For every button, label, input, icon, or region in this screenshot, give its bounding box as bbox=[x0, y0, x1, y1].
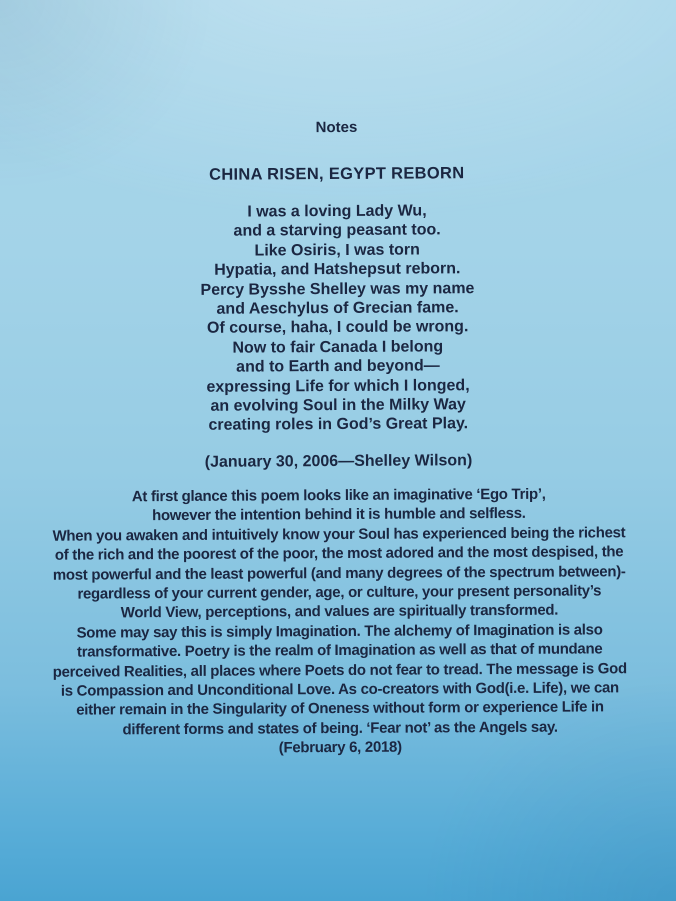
commentary-line: regardless of your current gender, age, or culture, your present personality’s bbox=[77, 582, 602, 603]
poem-line: I was a loving Lady Wu, bbox=[247, 202, 427, 221]
commentary-line: of the rich and the poorest of the poor, the most adored and the most despised, the bbox=[54, 543, 624, 564]
document-title: CHINA RISEN, EGYPT REBORN bbox=[209, 164, 465, 184]
commentary-line: Some may say this is simply Imagination. The alchemy of Imagination is also bbox=[76, 621, 603, 642]
poem-line: an evolving Soul in the Milky Way bbox=[210, 396, 466, 415]
poem-attribution: (January 30, 2006—Shelley Wilson) bbox=[204, 452, 473, 471]
commentary-line: transformative. Poetry is the realm of Imagination as well as that of mundane bbox=[76, 640, 603, 661]
poem-line: and to Earth and beyond— bbox=[236, 357, 440, 376]
poem-line: expressing Life for which I longed, bbox=[206, 376, 470, 396]
commentary bbox=[1, 484, 676, 760]
poem-line: Now to fair Canada I belong bbox=[232, 338, 444, 357]
commentary-line: When you awaken and intuitively know your Soul has experienced being the richest bbox=[52, 523, 626, 545]
commentary-line: perceived Realities, all places where Poets do not fear to tread. The message is God bbox=[52, 659, 627, 681]
poem-line: and a starving peasant too. bbox=[233, 221, 441, 241]
poem-line: Of course, haha, I could be wrong. bbox=[206, 318, 469, 338]
poem-line: and Aeschylus of Grecian fame. bbox=[216, 299, 459, 318]
poem-line: Like Osiris, I was torn bbox=[254, 241, 420, 260]
commentary-line: most powerful and the least powerful (and many degrees of the spectrum between)- bbox=[52, 562, 626, 584]
commentary-line: World View, perceptions, and values are spiritually transformed. bbox=[120, 601, 559, 622]
commentary-line: either remain in the Singularity of Oneness without form or experience Life in bbox=[76, 698, 604, 719]
commentary-date: (February 6, 2018) bbox=[278, 738, 402, 757]
commentary-line: At first glance this poem looks like an imaginative ‘Ego Trip’, bbox=[131, 485, 546, 506]
commentary-line: however the intention behind it is humble and selfless. bbox=[152, 505, 526, 525]
poem bbox=[0, 200, 676, 437]
poem-line: creating roles in God’s Great Play. bbox=[208, 415, 469, 435]
commentary-line: different forms and states of being. ‘Fear not’ as the Angels say. bbox=[122, 718, 558, 739]
poem-line: Percy Bysshe Shelley was my name bbox=[200, 279, 475, 299]
commentary-line: is Compassion and Unconditional Love. As co-creators with God(i.e. Life), we can bbox=[60, 679, 619, 700]
page-heading: Notes bbox=[315, 118, 358, 137]
poem-line: Hypatia, and Hatshepsut reborn. bbox=[214, 260, 461, 279]
